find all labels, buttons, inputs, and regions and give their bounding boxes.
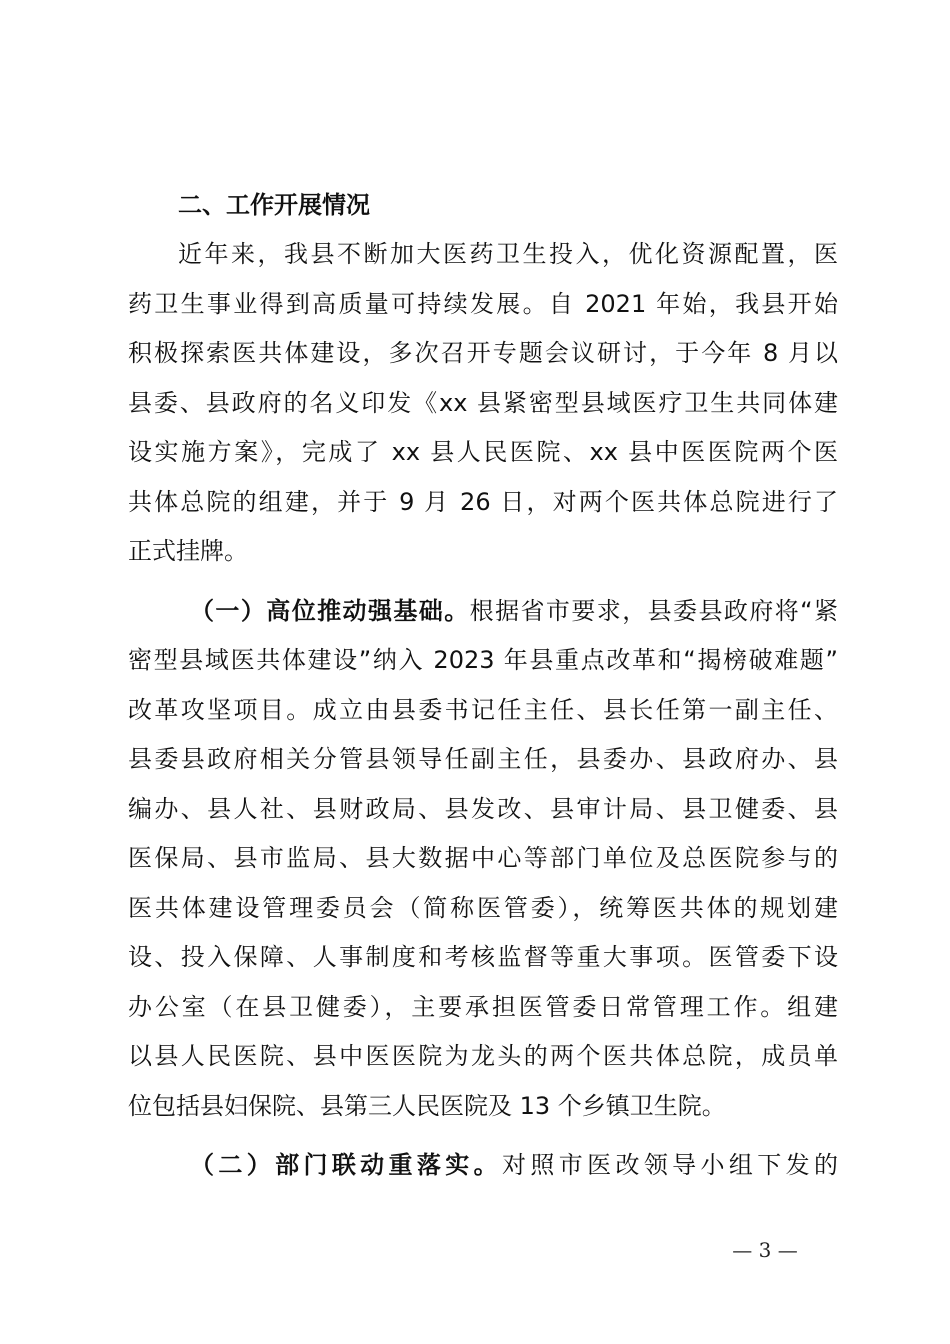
paragraph-line: 办公室（在县卫健委），主要承担医管委日常管理工作。组建 <box>128 992 838 1021</box>
paragraph-line: 以县人民医院、县中医医院为龙头的两个医共体总院，成员单 <box>128 1042 838 1070</box>
paragraph-line: 设实施方案》，完成了 xx 县人民医院、xx 县中医医院两个医 <box>128 438 838 466</box>
paragraph-line: 县委、县政府的名义印发《xx 县紧密型县域医疗卫生共同体建 <box>128 388 838 417</box>
paragraph-line: 位包括县妇保院、县第三人民医院及 13 个乡镇卫生院。 <box>128 1091 726 1120</box>
paragraph-line: 积极探索医共体建设，多次召开专题会议研讨，于今年 8 月以 <box>128 339 838 367</box>
paragraph-line: 改革攻坚项目。成立由县委书记任主任、县长任第一副主任、 <box>128 695 838 724</box>
section-heading: 二、工作开展情况 <box>178 191 370 219</box>
body-text <box>128 180 838 1191</box>
paragraph-line: 正式挂牌。 <box>128 537 248 565</box>
paragraph-line <box>128 587 838 637</box>
paragraph-2 <box>128 587 838 1132</box>
subsection-lead: （一）高位推动强基础。 <box>190 596 470 625</box>
paragraph-line: 设、投入保障、人事制度和考核监督等重大事项。医管委下设 <box>128 943 838 971</box>
paragraph-text: 根据省市要求，县委县政府将“紧 <box>469 596 839 625</box>
paragraph-line: 编办、县人社、县财政局、县发改、县审计局、县卫健委、县 <box>128 794 838 823</box>
paragraph-line: 医保局、县市监局、县大数据中心等部门单位及总医院参与的 <box>128 844 838 872</box>
paragraph-3 <box>128 1141 838 1191</box>
paragraph-line: 共体总院的组建，并于 9 月 26 日，对两个医共体总院进行了 <box>128 487 838 516</box>
paragraph-line: 医共体建设管理委员会（简称医管委），统筹医共体的规划建 <box>128 893 838 922</box>
paragraph-line: 药卫生事业得到高质量可持续发展。自 2021 年始，我县开始 <box>128 289 838 318</box>
paragraph-line <box>128 1141 838 1191</box>
subsection-lead: （二）部门联动重落实。 <box>190 1151 502 1179</box>
paragraph-line: 密型县域医共体建设”纳入 2023 年县重点改革和“揭榜破难题” <box>128 646 838 674</box>
page-number: — 3 — <box>732 1238 798 1262</box>
paragraph-text: 对照市医改领导小组下发的 <box>502 1151 838 1179</box>
paragraph-line: 县委县政府相关分管县领导任副主任，县委办、县政府办、县 <box>128 745 838 773</box>
paragraph-1 <box>128 230 838 577</box>
paragraph-line: 近年来，我县不断加大医药卫生投入，优化资源配置，医 <box>178 240 838 268</box>
